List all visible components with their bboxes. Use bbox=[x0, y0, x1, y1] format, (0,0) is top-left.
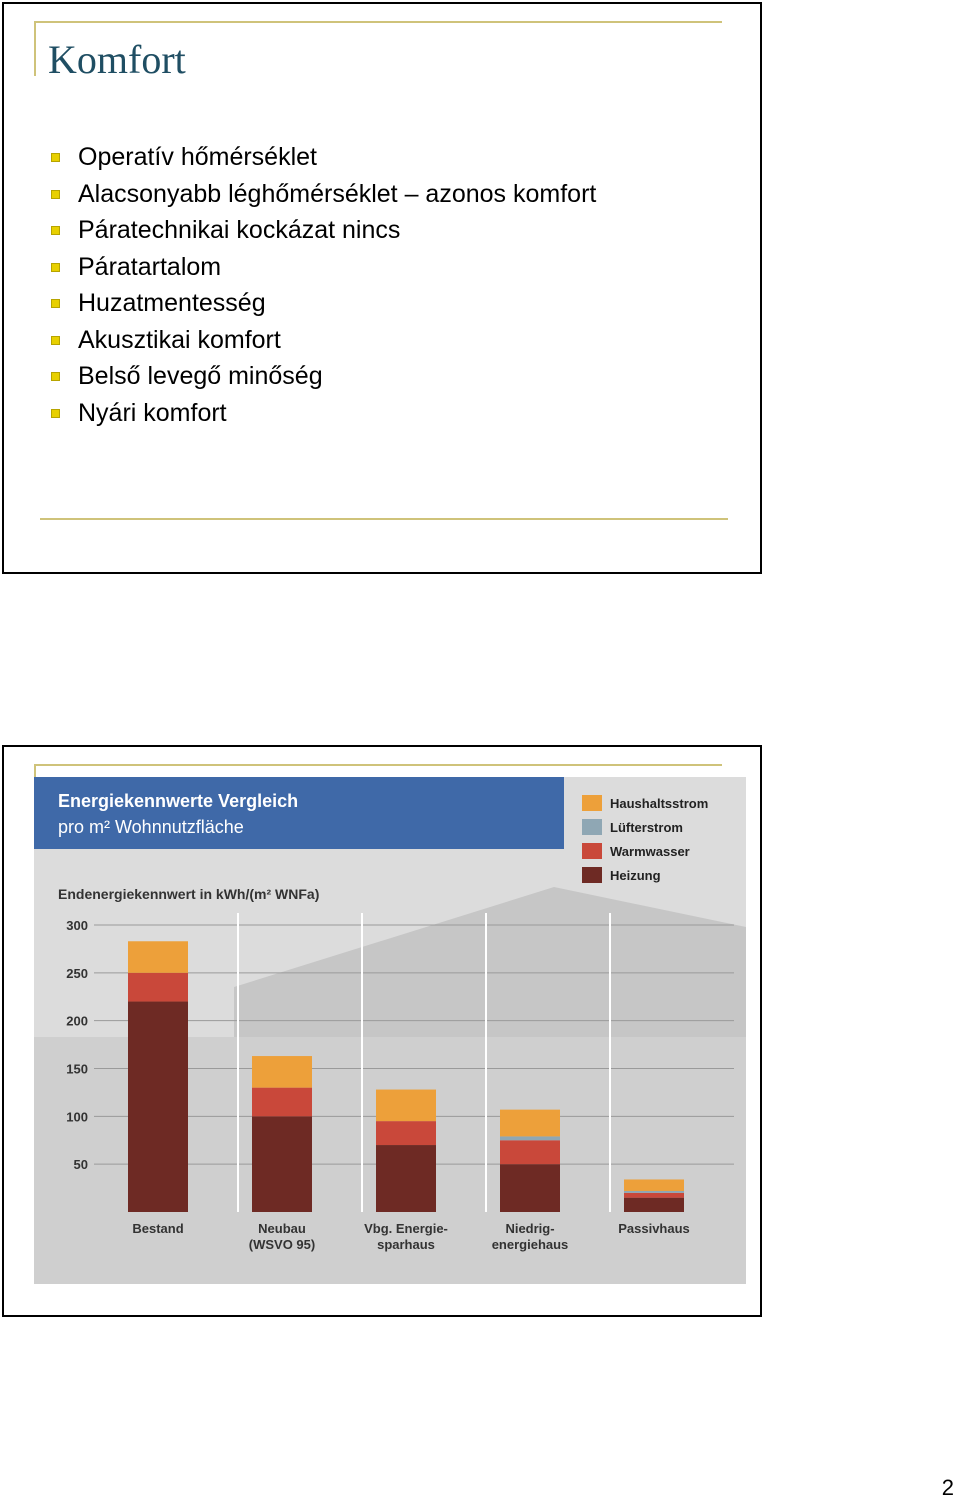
legend-label: Haushaltsstrom bbox=[610, 796, 709, 811]
bullet-text: Operatív hőmérséklet bbox=[78, 143, 317, 171]
chart-header-band bbox=[34, 777, 564, 849]
bar-segment-warmwasser bbox=[500, 1140, 560, 1164]
bullet-item bbox=[48, 212, 596, 249]
accent-vertical-line bbox=[34, 21, 36, 76]
legend-swatch bbox=[582, 795, 602, 811]
energy-comparison-chart bbox=[34, 777, 746, 1284]
bar-segment-lüfterstrom bbox=[624, 1191, 684, 1193]
bullet-item bbox=[48, 285, 596, 322]
chart-title: Energiekennwerte Vergleich bbox=[58, 791, 299, 811]
bar-segment-warmwasser bbox=[128, 973, 188, 1002]
bullet-text: Huzatmentesség bbox=[78, 289, 266, 317]
bullet-square-icon bbox=[51, 190, 60, 199]
bullet-square-icon bbox=[51, 409, 60, 418]
y-tick-label: 50 bbox=[73, 1157, 88, 1173]
y-tick-label: 150 bbox=[66, 1061, 88, 1077]
x-category-label: Niedrig- bbox=[505, 1221, 555, 1236]
legend-swatch bbox=[582, 819, 602, 835]
bar-segment-warmwasser bbox=[624, 1193, 684, 1198]
bullet-item bbox=[48, 176, 596, 213]
bullet-square-icon bbox=[51, 263, 60, 272]
bar-segment-haushaltsstrom bbox=[128, 941, 188, 973]
y-tick-label: 200 bbox=[66, 1013, 88, 1029]
legend-label: Warmwasser bbox=[610, 844, 690, 859]
bullet-item bbox=[48, 249, 596, 286]
slide-komfort bbox=[2, 2, 762, 574]
bullet-square-icon bbox=[51, 153, 60, 162]
bullet-text: Páratechnikai kockázat nincs bbox=[78, 216, 401, 244]
x-category-label: energiehaus bbox=[491, 1237, 569, 1252]
bullet-square-icon bbox=[51, 372, 60, 381]
bar-segment-lüfterstrom bbox=[500, 1136, 560, 1140]
chart-subtitle: pro m² Wohnnutzfläche bbox=[58, 817, 244, 837]
bullet-square-icon bbox=[51, 299, 60, 308]
accent-bottom-line bbox=[40, 518, 728, 520]
bullet-text: Akusztikai komfort bbox=[78, 325, 281, 354]
accent-top-line bbox=[34, 764, 722, 766]
y-tick-label: 100 bbox=[66, 1109, 88, 1125]
bar-segment-haushaltsstrom bbox=[376, 1090, 436, 1122]
bar-segment-heizung bbox=[376, 1145, 436, 1212]
y-axis-label: Endenergiekennwert in kWh/(m² WNFa) bbox=[58, 886, 320, 902]
bar-segment-heizung bbox=[128, 1002, 188, 1212]
legend-label: Heizung bbox=[610, 868, 661, 883]
bar-segment-haushaltsstrom bbox=[624, 1179, 684, 1190]
x-category-label: Passivhaus bbox=[618, 1221, 690, 1236]
legend-label: Lüfterstrom bbox=[610, 820, 683, 835]
bar-segment-heizung bbox=[500, 1164, 560, 1212]
slide-energy-chart bbox=[2, 745, 762, 1317]
slide-title: Komfort bbox=[48, 37, 186, 82]
bar-segment-haushaltsstrom bbox=[500, 1110, 560, 1137]
bullet-item bbox=[48, 395, 596, 432]
bullet-item bbox=[48, 139, 596, 176]
bullet-item bbox=[48, 322, 596, 359]
bar-segment-heizung bbox=[624, 1198, 684, 1212]
x-category-label: Vbg. Energie- bbox=[364, 1221, 448, 1236]
bar-segment-warmwasser bbox=[252, 1088, 312, 1117]
y-tick-label: 250 bbox=[66, 965, 88, 981]
x-category-label: Bestand bbox=[132, 1221, 184, 1236]
legend-swatch bbox=[582, 843, 602, 859]
accent-top-line bbox=[34, 21, 722, 23]
bar-segment-warmwasser bbox=[376, 1121, 436, 1145]
bullet-text: Páratartalom bbox=[78, 252, 222, 281]
bar-segment-heizung bbox=[252, 1116, 312, 1212]
legend-swatch bbox=[582, 867, 602, 883]
page-number: 2 bbox=[941, 1475, 954, 1500]
bullet-square-icon bbox=[51, 336, 60, 345]
x-category-label: (WSVO 95) bbox=[248, 1237, 316, 1252]
x-category-label: Neubau bbox=[258, 1221, 306, 1236]
bullet-square-icon bbox=[51, 226, 60, 235]
bullet-list bbox=[48, 139, 596, 431]
y-tick-label: 300 bbox=[66, 918, 88, 933]
bullet-item bbox=[48, 358, 596, 395]
bullet-text: Belső levegő minőség bbox=[78, 362, 323, 390]
bullet-text: Nyári komfort bbox=[78, 398, 227, 427]
bar-segment-haushaltsstrom bbox=[252, 1056, 312, 1088]
bullet-text: Alacsonyabb léghőmérséklet – azonos komfort bbox=[78, 179, 597, 208]
x-category-label: sparhaus bbox=[377, 1237, 435, 1252]
